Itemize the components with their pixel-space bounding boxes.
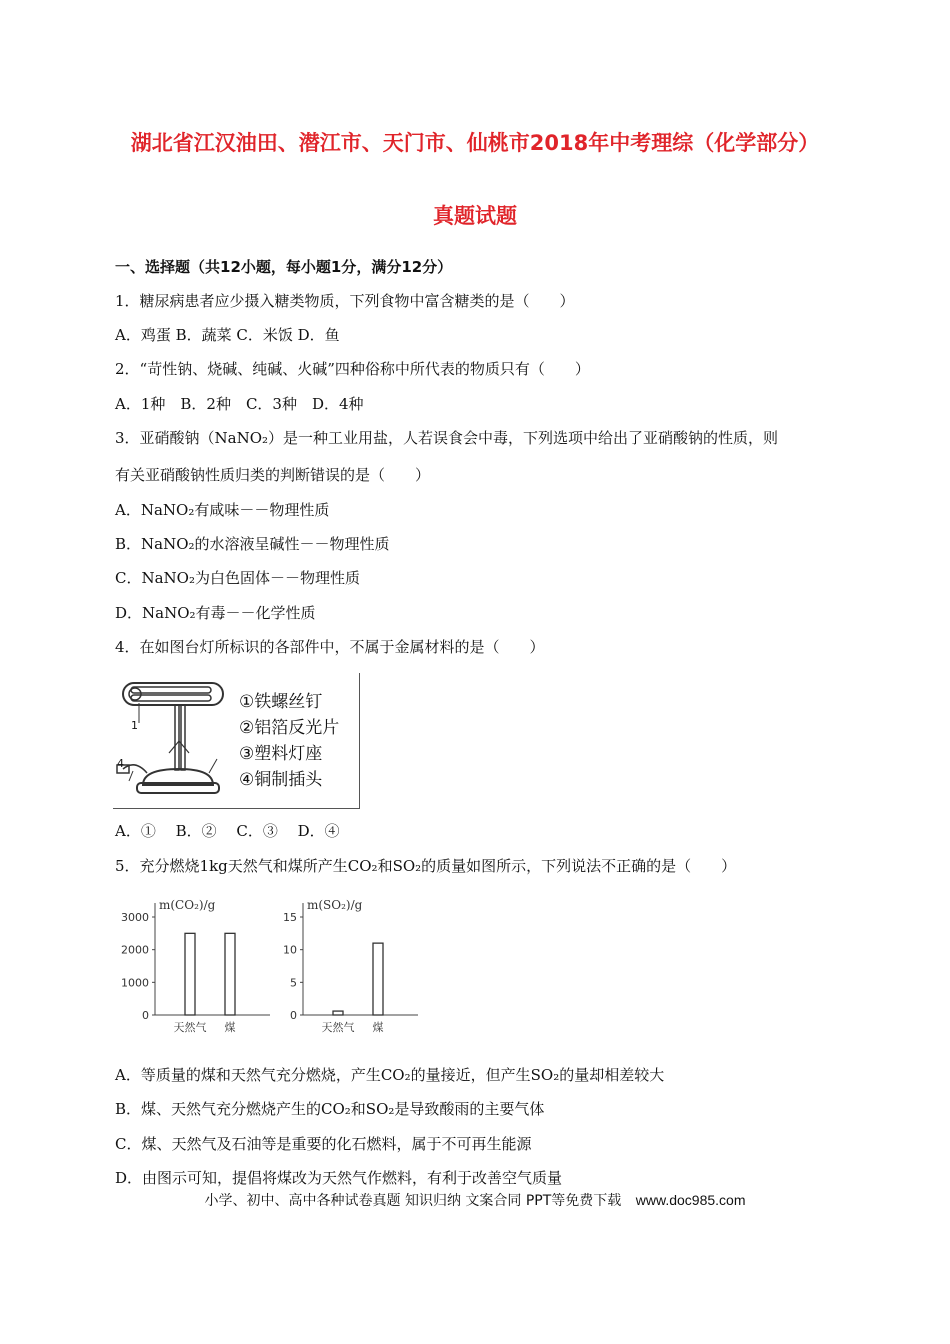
chart1-tick-label-1: 1000 <box>121 976 149 990</box>
chart2-tick-label-1: 5 <box>290 976 297 990</box>
q3-stem-line1: 3．亚硝酸钠（NaNO₂）是一种工业用盐，人若误食会中毒，下列选项中给出了亚硝酸钠的性质，则 <box>115 429 779 447</box>
q4-stem: 4．在如图台灯所标识的各部件中，不属于金属材料的是（ ） <box>115 638 545 656</box>
lamp-figure <box>113 673 360 809</box>
q3-option-a: A．NaNO₂有咸味－－物理性质 <box>115 501 330 519</box>
q1-stem: 1．糖尿病患者应少摄入糖类物质，下列食物中富含糖类的是（ ） <box>115 292 575 310</box>
lamp-marker-4: 4 <box>117 757 124 770</box>
lamp-label-3: ③塑料灯座 <box>239 744 323 764</box>
q3-option-b: B．NaNO₂的水溶液呈碱性－－物理性质 <box>115 535 390 553</box>
q5-option-b: B．煤、天然气充分燃烧产生的CO₂和SO₂是导致酸雨的主要气体 <box>115 1100 545 1118</box>
footer-url[interactable]: www.doc985.com <box>635 1192 746 1208</box>
chart1-bar-1 <box>225 933 235 1015</box>
chart2-tick-label-2: 10 <box>283 943 297 957</box>
chart2-category-1: 煤 <box>372 1021 384 1034</box>
chart1-tick-label-3: 3000 <box>121 911 149 924</box>
footer-text: 小学、初中、高中各种试卷真题 知识归纳 文案合同 PPT等免费下载 <box>204 1193 622 1209</box>
charts-svg <box>113 895 423 1055</box>
chart2-bar-0 <box>333 1011 343 1015</box>
chart2-tick-label-0: 0 <box>290 1009 297 1022</box>
chart1-ylabel: m(CO₂)/g <box>159 898 216 912</box>
q5-option-a: A．等质量的煤和天然气充分燃烧，产生CO₂的量接近，但产生SO₂的量却相差较大 <box>115 1066 665 1084</box>
doc-title-line2: 真题试题 <box>433 204 517 228</box>
q3-option-d: D．NaNO₂有毒－－化学性质 <box>115 604 316 622</box>
q2-options: A．1种 B．2种 C．3种 D．4种 <box>115 395 364 413</box>
lamp-label-1: ①铁螺丝钉 <box>239 692 323 712</box>
q5-option-c: C．煤、天然气及石油等是重要的化石燃料，属于不可再生能源 <box>115 1135 532 1153</box>
q3-option-c: C．NaNO₂为白色固体－－物理性质 <box>115 569 360 587</box>
doc-title-line1: 湖北省江汉油田、潜江市、天门市、仙桃市2018年中考理综（化学部分） <box>130 131 820 155</box>
q5-stem: 5．充分燃烧1kg天然气和煤所产生CO₂和SO₂的质量如图所示，下列说法不正确的是（ ） <box>115 857 737 875</box>
lamp-legend <box>239 689 339 793</box>
q4-options: A．① B．② C．③ D．④ <box>115 822 340 840</box>
section-heading: 一、选择题（共12小题，每小题1分，满分12分） <box>115 258 453 276</box>
q2-stem: 2．“苛性钠、烧碱、纯碱、火碱”四种俗称中所代表的物质只有（ ） <box>115 360 590 378</box>
chart2-tick-label-3: 15 <box>283 911 297 924</box>
chart1-category-0: 天然气 <box>173 1021 207 1034</box>
charts-figure <box>113 895 423 1055</box>
lamp-label-2: ②铝箔反光片 <box>239 718 340 738</box>
chart1-bar-0 <box>185 933 195 1015</box>
q1-options: A．鸡蛋 B．蔬菜 C．米饭 D．鱼 <box>115 326 340 344</box>
chart2-category-0: 天然气 <box>321 1021 355 1034</box>
q5-option-d: D．由图示可知，提倡将煤改为天然气作燃料，有利于改善空气质量 <box>115 1169 563 1187</box>
chart1-tick-label-0: 0 <box>142 1009 149 1022</box>
chart1-tick-label-2: 2000 <box>121 943 149 957</box>
footer <box>0 1190 950 1210</box>
chart1-category-1: 煤 <box>224 1021 236 1034</box>
lamp-marker-1: 1 <box>131 719 138 732</box>
chart2-bar-1 <box>373 943 383 1015</box>
lamp-label-4: ④铜制插头 <box>239 770 323 790</box>
q3-stem-line2: 有关亚硝酸钠性质归类的判断错误的是（ ） <box>115 466 431 484</box>
chart2-ylabel: m(SO₂)/g <box>307 898 363 912</box>
